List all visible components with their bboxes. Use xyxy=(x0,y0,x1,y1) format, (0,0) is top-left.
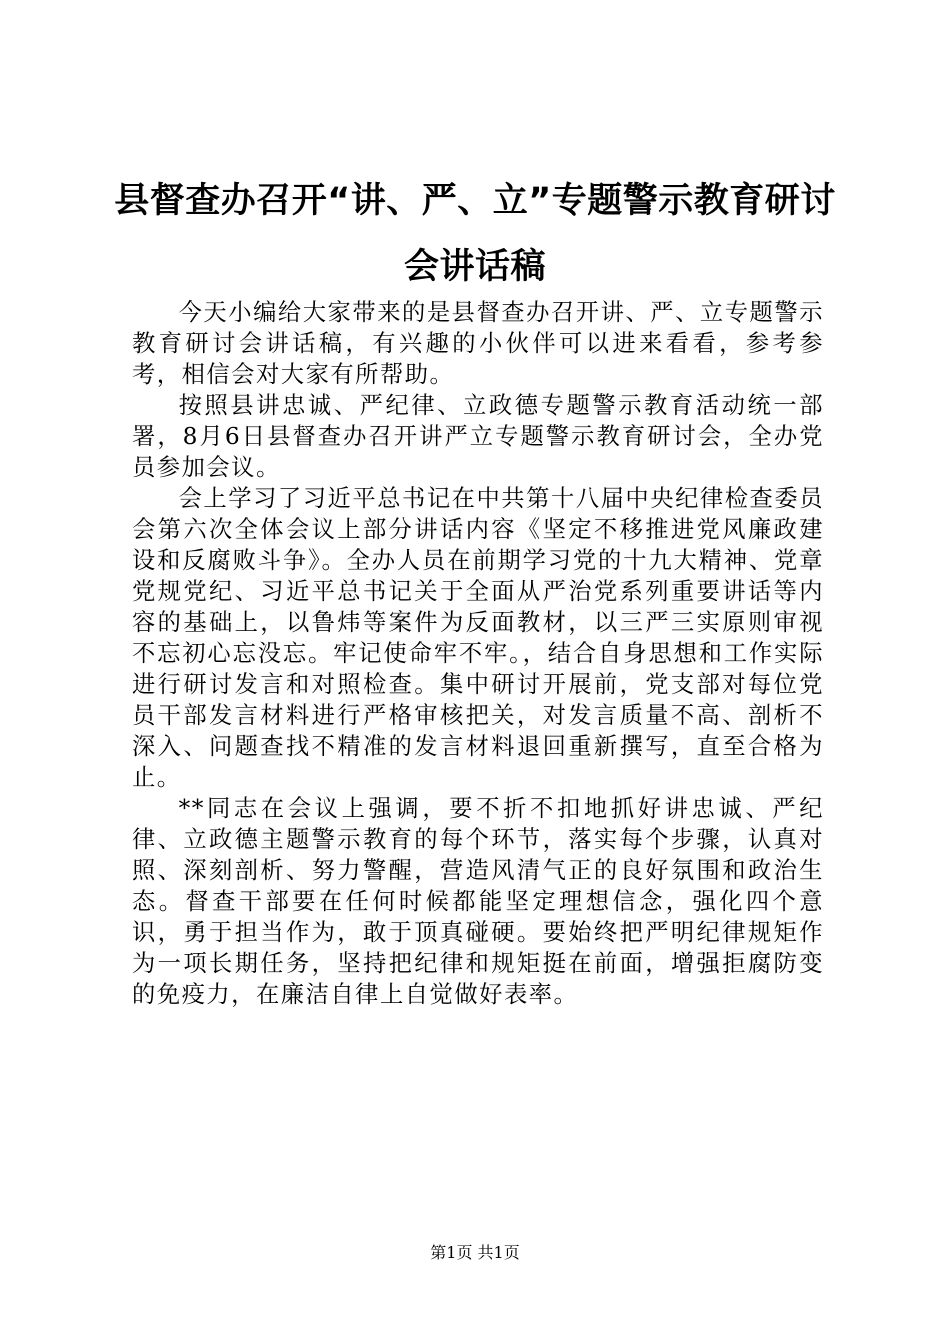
paragraph-intro: 今天小编给大家带来的是县督查办召开讲、严、立专题警示教育研讨会讲话稿，有兴趣的小伙伴可以进来看看，参考参考，相信会对大家有所帮助。 xyxy=(132,299,824,388)
paragraph-speech-emphasis: **同志在会议上强调，要不折不扣地抓好讲忠诚、严纪律、立政德主题警示教育的每个环节，落实每个步骤，认真对照、深刻剖析、努力警醒，营造风清气正的良好氛围和政治生态。督查干部要在任何时候都能坚定理想信念，强化四个意识，勇于担当作为，敢于顶真碰硬。要始终把严明纪律规矩作为一项长期任务，坚持把纪律和规矩挺在前面，增强拒腐防变的免疫力，在廉洁自律上自觉做好表率。 xyxy=(132,795,824,1008)
paragraph-meeting-arrangement: 按照县讲忠诚、严纪律、立政德专题警示教育活动统一部署，8月6日县督查办召开讲严立专题警示教育研讨会，全办党员参加会议。 xyxy=(132,392,824,481)
document-title: 县督查办召开“讲、严、立”专题警示教育研讨会讲话稿 xyxy=(114,181,836,287)
document-body xyxy=(132,297,824,1010)
page-footer: 第1页 共1页 xyxy=(430,1243,520,1262)
paragraph-study-content: 会上学习了习近平总书记在中共第十八届中央纪律检查委员会第六次全体会议上部分讲话内容《坚定不移推进党风廉政建设和反腐败斗争》。全办人员在前期学习党的十九大精神、党章党规党纪、习近平总书记关于全面从严治党系列重要讲话等内容的基础上，以鲁炜等案件为反面教材，以三严三实原则审视不忘初心忘没忘。牢记使命牢不牢。，结合自身思想和工作实际进行研讨发言和对照检查。集中研讨开展前，党支部对每位党员干部发言材料进行严格审核把关，对发言质量不高、剖析不深入、问题查找不精准的发言材料退回重新撰写，直至合格为止。 xyxy=(132,485,824,791)
